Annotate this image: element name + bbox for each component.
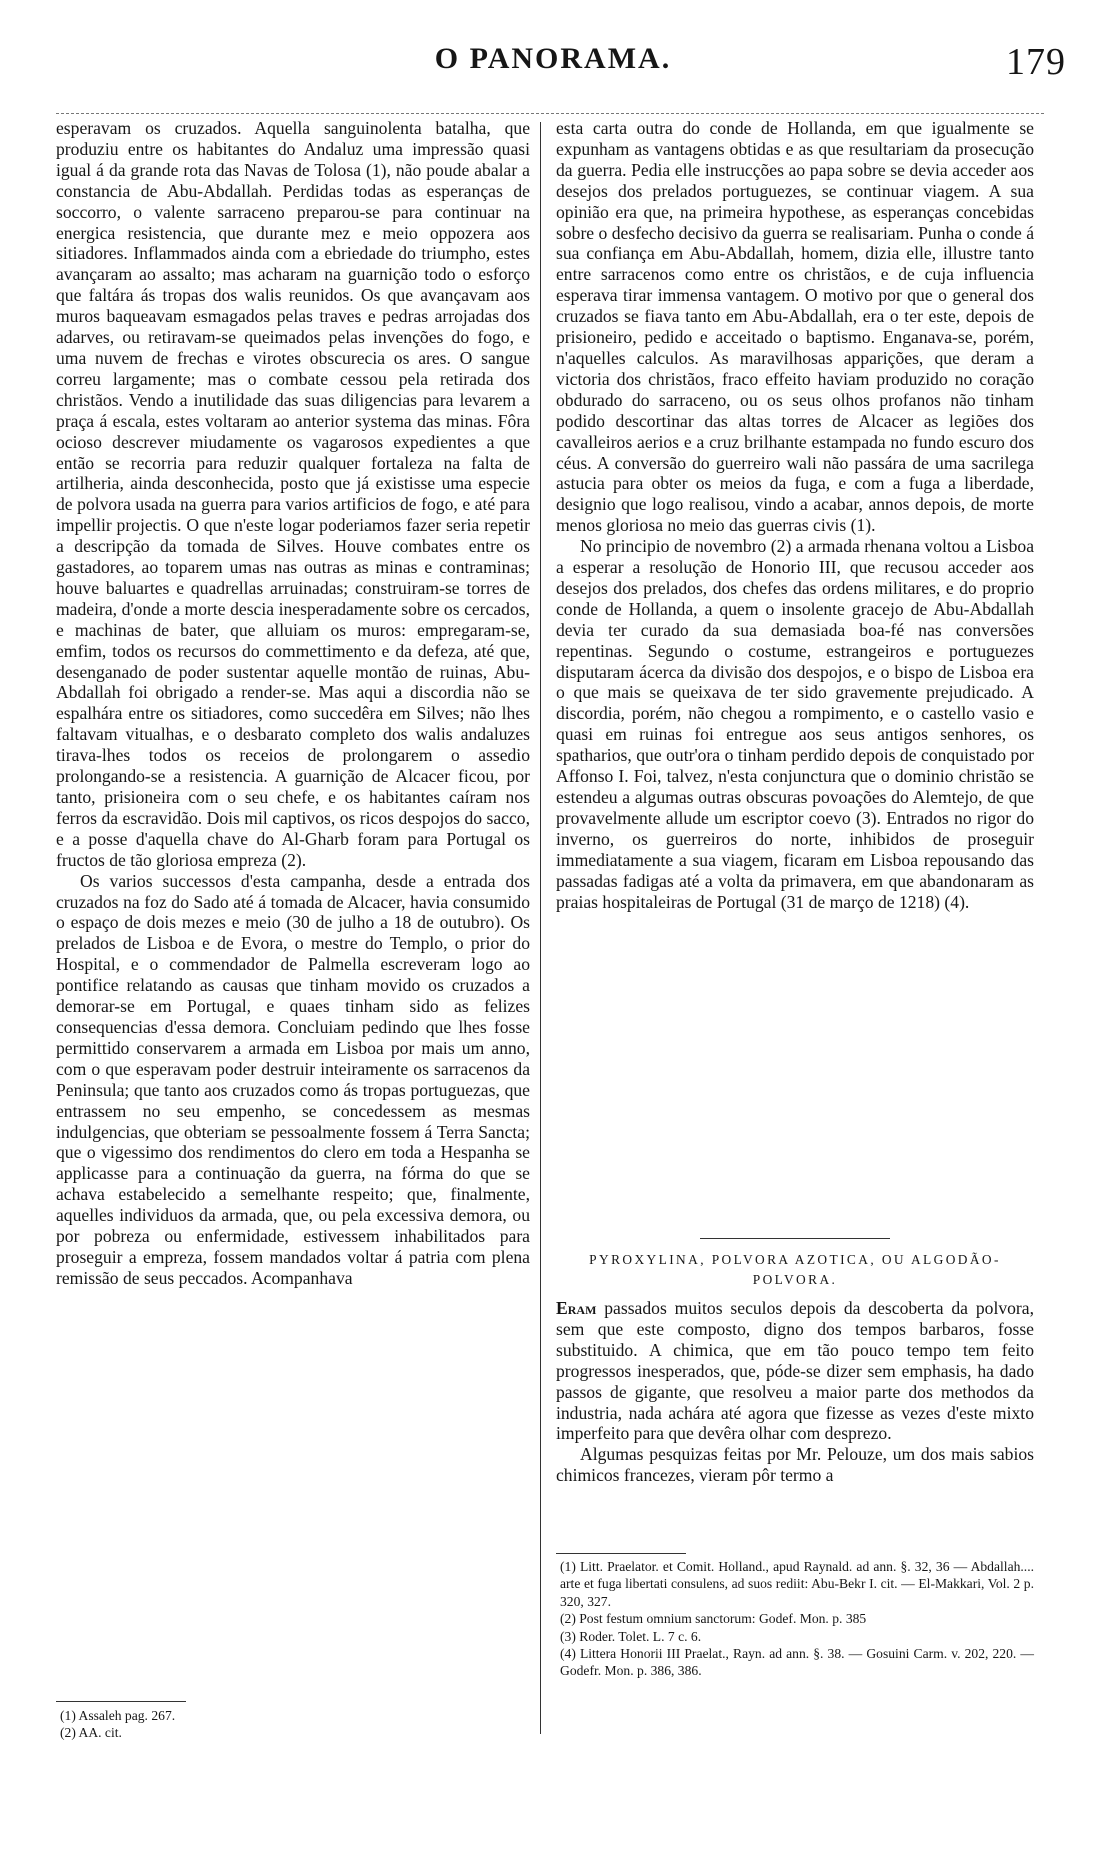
right-footnotes bbox=[560, 1558, 1034, 1680]
column-divider bbox=[540, 122, 541, 1734]
right-paragraph-2: No principio de novembro (2) a armada rhenana voltou a Lisboa a esperar a resolução de Honorio III, que recusou acceder aos desejos dos prelados, dos chefes das ordens militares, e do proprio conde de Hollanda, a quem o insolente gracejo de Abu-Abdallah devia ter curado da sua demasiada boa-fé nas conversões repentinas. Segundo o costume, estrangeiros e portuguezes disputaram ácerca da divisão dos despojos, e o bispo de Lisboa era o que mais se queixava de ter sido gravemente prejudicado. A discordia, porém, não chegou a rompimento, e o castello vasio e quasi em ruinas foi entregue aos seus antigos senhores, os spatharios, que outr'ora o tinham perdido depois de conquistado por Affonso I. Foi, talvez, n'esta conjunctura que o dominio christão se estendeu a algumas outras obscuras povoações do Alemtejo, de que provavelmente allude um escriptor coevo (3). Entrados no rigor do inverno, os guerreiros do norte, inhibidos de proseguir immediatamente a sua viagem, ficaram em Lisboa repousando das passadas fadigas até a volta da primavera, em que abandonaram as praias hospitaleiras de Portugal (31 de março de 1218) (4). bbox=[556, 536, 1034, 912]
right-paragraph-1: esta carta outra do conde de Hollanda, em que igualmente se expunham as vantagens obtidas e as que resultariam da prosecução da guerra. Pedia elle instrucções ao papa sobre se devia acceder aos desejos dos prelados portuguezes, se continuar viagem. A sua opinião era que, na primeira hypothese, as esperanças concebidas sobre o desfecho decisivo da guerra se realisariam. Punha o conde á sua confiança em Abu-Abdallah, homem, dizia elle, illustre tanto entre sarracenos como entre os christãos, e de cuja influencia esperava tirar immensa vantagem. O motivo por que o general dos cruzados se fiava tanto em Abu-Abdallah, era o ter este, depois de prisioneiro, pedido e acceitado o baptismo. Enganava-se, porém, n'aquelles calculos. As maravilhosas apparições, que deram a victoria dos christãos, fraco effeito haviam produzido no coração obdurado do sarraceno, ou os seus olhos profanos não tinham podido descortinar das altas torres de Alcacer as legiões dos cavalleiros aerios e a cruz brilhante estampada no fundo escuro dos céus. A conversão do guerreiro wali não passára de uma sacrilega astucia para obter os meios da fuga, e com a fuga a liberdade, designio que logo realisou, vindo a acabar, annos depois, de morte menos gloriosa no meio das guerras civis (1). bbox=[556, 118, 1034, 536]
page-number: 179 bbox=[1006, 41, 1066, 83]
left-footnote-2: (2) AA. cit. bbox=[60, 1725, 122, 1741]
page-title: O PANORAMA. bbox=[434, 42, 672, 75]
right-footnote-2: (2) Post festum omnium sanctorum: Godef. Mon. p. 385 bbox=[560, 1611, 867, 1627]
article-body bbox=[556, 1298, 1034, 1486]
header-rule bbox=[56, 113, 1044, 114]
article-paragraph-1 bbox=[556, 1298, 1034, 1444]
article-first-word: Eram bbox=[556, 1298, 597, 1318]
running-head bbox=[40, 40, 1066, 90]
article-separator-rule bbox=[700, 1238, 890, 1239]
right-footnote-1: (1) Litt. Praelator. et Comit. Holland., apud Raynald. ad ann. §. 32, 36 — Abdallah.... arte et fuga libertati consulens, ad suos rediit: Abu-Bekr I. cit. — El-Makkari, Vol. 2 p. 320, 327. bbox=[560, 1559, 1034, 1609]
right-footnote-rule bbox=[556, 1553, 686, 1554]
left-paragraph-1: esperavam os cruzados. Aquella sanguinolenta batalha, que produziu entre os habitantes do Andaluz uma impressão quasi igual á da grande rota das Navas de Tolosa (1), não poude abalar a constancia de Abu-Abdallah. Perdidas todas as esperanças de soccorro, o valente sarraceno preparou-se para continuar na energica resistencia, que durante mez e meio oppozera aos sitiadores. Inflammados ainda com a ebriedade do triumpho, estes avançaram ao assalto; mas acharam na guarnição todo o esforço que faltára ás tropas dos walis reunidos. Os que avançavam aos muros baqueavam esmagados pelas traves e pedras arrojadas dos adarves, ou retiravam-se queimados pelas invenções do fogo, e uma nuvem de frechas e virotes obscurecia os ares. O sangue correu largamente; mas o combate cessou pela retirada dos christãos. Vendo a inutilidade das suas diligencias para levarem a praça á escala, estes voltaram ao anterior systema das minas. Fôra ocioso descrever miudamente os vagarosos expedientes a que então se recorria para reduzir qualquer fortaleza na falta de artilheria, ainda desconhecida, posto que já existisse uma especie de polvora usada na guerra para varios artificios de fogo, e até para impellir projectis. O que n'este logar poderiamos fazer seria repetir a descripção da tomada de Silves. Houve combates entre os gastadores, ao toparem umas nas outras as minas e contraminas; houve baluartes e quadrellas arruinadas; construiram-se torres de madeira, d'onde a morte descia inesperadamente sobre os cercados, e machinas de bater, que alluiam os muros: empregaram-se, emfim, todos os recursos do commettimento e da defeza, até que, desenganado de poder sustentar aquelle montão de ruinas, Abu-Abdallah foi obrigado a render-se. Mas aqui a discordia não se espalhára entre os sitiadores, como succedêra em Silves; não lhes faltavam vitualhas, e o desbarato completo dos walis andaluzes tirava-lhes todos os receios de prolongarem o assedio prolongando-se a resistencia. A guarnição de Alcacer ficou, por tanto, prisioneira com o seu chefe, e os habitantes caíram nos ferros da escravidão. Dois mil captivos, os ricos despojos do sacco, e a posse d'aquella chave do Al-Gharb foram para Portugal os fructos de tão gloriosa empreza (2). bbox=[56, 118, 530, 870]
left-column bbox=[56, 118, 530, 1289]
article-title: PYROXYLINA, POLVORA AZOTICA, OU ALGODÃO-POLVORA. bbox=[589, 1252, 1001, 1287]
left-footnote-1: (1) Assaleh pag. 267. bbox=[60, 1708, 176, 1723]
right-footnote-4: (4) Littera Honorii III Praelat., Rayn. ad ann. §. 38. — Gosuini Carm. v. 202, 220. — Godefr. Mon. p. 386, 386. bbox=[560, 1646, 1034, 1679]
right-column bbox=[556, 118, 1034, 912]
right-footnote-3: (3) Roder. Tolet. L. 7 c. 6. bbox=[560, 1628, 702, 1644]
left-footnote-rule bbox=[56, 1701, 186, 1702]
article-paragraph-1-text: passados muitos seculos depois da descoberta da polvora, sem que este composto, digno dos tempos barbaros, fosse substituido. A chimica, que em tão pouco tempo tem feito progressos inesperados, que, póde-se dizer sem emphasis, ha dado passos de gigante, que resolveu a maior parte dos methodos da industria, nada achára até agora que fizesse as vezes d'este mixto imperfeito para que devêra olhar com desprezo. bbox=[556, 1298, 1034, 1444]
article-paragraph-2: Algumas pesquizas feitas por Mr. Pelouze, um dos mais sabios chimicos francezes, vieram pôr termo a bbox=[556, 1444, 1034, 1486]
left-footnotes bbox=[60, 1707, 520, 1742]
left-paragraph-2: Os varios successos d'esta campanha, desde a entrada dos cruzados na foz do Sado até á tomada de Alcacer, havia consumido o espaço de dois mezes e meio (30 de julho a 18 de outubro). Os prelados de Lisboa e de Evora, o mestre do Templo, o prior do Hospital, e o commendador de Palmella escreveram logo ao pontifice relatando as causas que tinham movido os cruzados a demorar-se em Portugal, e quaes tinham sido as felizes consequencias d'essa demora. Concluiam pedindo que lhes fosse permittido conservarem a armada em Lisboa por mais um anno, com o que esperavam poder destruir inteiramente os sarracenos da Peninsula; que tanto aos cruzados como ás tropas portuguezas, que entrassem no seu empenho, se concedessem as mesmas indulgencias, que obteriam se pessoalmente fossem á Terra Sancta; que o vigessimo dos rendimentos do clero em toda a Hespanha se applicasse para a continuação da guerra, na fórma do que se achava estabelecido a semelhante respeito; que, finalmente, aquelles individuos da armada, que, ou pela excessiva demora, ou por pobreza ou enfermidade, estivessem inhabilitados para proseguir a empreza, fossem mandados voltar á patria com plena remissão de seus peccados. Acompanhava bbox=[56, 870, 530, 1288]
